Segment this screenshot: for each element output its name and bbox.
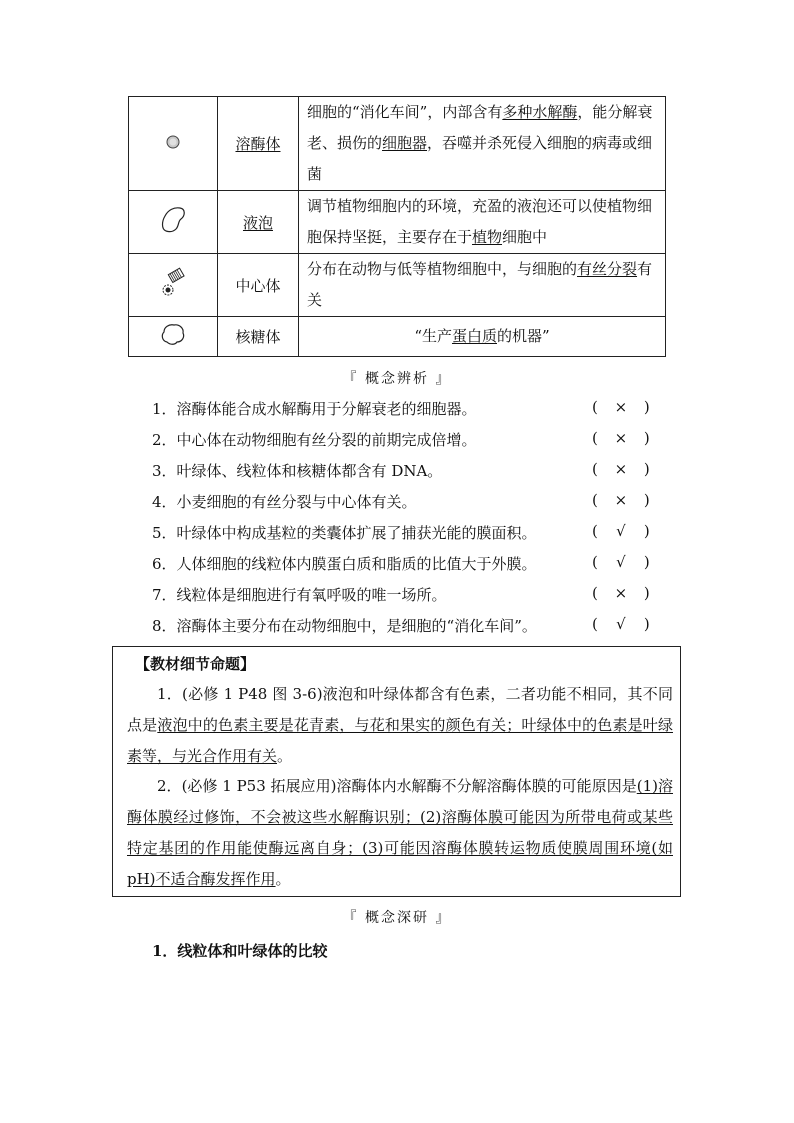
organelle-desc bbox=[299, 191, 666, 254]
ribosome-icon bbox=[159, 322, 187, 348]
answer-mark: √ bbox=[616, 553, 626, 571]
text-segment: “生产 bbox=[414, 327, 452, 345]
text-segment: ，能分解衰老、损伤的 bbox=[307, 103, 653, 152]
vacuole-icon bbox=[158, 204, 188, 236]
answer-paren: ( × ) bbox=[592, 460, 650, 478]
box-paragraph-2 bbox=[127, 771, 673, 895]
box-paragraph-1 bbox=[127, 679, 673, 772]
underlined-answer-text: (1)溶酶体膜经过修饰，不会被这些水解酶识别；(2)溶酶体膜可能因为所带电荷或某些特定基团的作用能使酶远离自身；(3)可能因溶酶体膜转运物质使膜周围环境(如 pH)不适合酶发挥作用 bbox=[127, 777, 673, 888]
concept-analysis-title: 『 概念辨析 』 bbox=[342, 371, 452, 387]
text-segment: 细胞中 bbox=[502, 228, 548, 246]
statement-text: 1．溶酶体能合成水解酶用于分解衰老的细胞器。 bbox=[152, 400, 477, 418]
statement-text: 7．线粒体是细胞进行有氧呼吸的唯一场所。 bbox=[152, 586, 447, 604]
text-segment: 的机器” bbox=[497, 327, 550, 345]
answer-mark: × bbox=[614, 398, 628, 416]
answer-mark: × bbox=[614, 491, 628, 509]
centrosome-icon bbox=[158, 266, 188, 300]
text-segment: 2．(必修 1 P53 拓展应用)溶酶体内水解酶不分解溶酶体膜的可能原因是 bbox=[157, 777, 637, 795]
icon-cell bbox=[129, 317, 218, 357]
icon-cell bbox=[129, 254, 218, 317]
statement-text: 4．小麦细胞的有丝分裂与中心体有关。 bbox=[152, 493, 417, 511]
statement-text: 3．叶绿体、线粒体和核糖体都含有 DNA。 bbox=[152, 462, 443, 480]
answer-mark: √ bbox=[616, 522, 626, 540]
text-segment: 有关 bbox=[307, 260, 653, 309]
answer-mark: √ bbox=[616, 615, 626, 633]
table-row bbox=[129, 254, 666, 317]
organelle-name-text: 核糖体 bbox=[235, 328, 281, 346]
deep-study-item: 1．线粒体和叶绿体的比较 bbox=[152, 942, 328, 960]
list-item bbox=[152, 553, 660, 575]
underlined-answer-text: 细胞器 bbox=[382, 134, 428, 152]
underlined-answer-text: 植物 bbox=[472, 228, 503, 246]
underlined-answer-text: 液泡中的色素主要是花青素，与花和果实的颜色有关；叶绿体中的色素是叶绿素等，与光合作用有关 bbox=[127, 716, 673, 765]
list-item bbox=[152, 522, 660, 544]
answer-mark: × bbox=[614, 460, 628, 478]
organelle-name bbox=[218, 191, 299, 254]
organelle-name bbox=[218, 97, 299, 191]
list-item bbox=[152, 615, 660, 637]
statement-text: 5．叶绿体中构成基粒的类囊体扩展了捕获光能的膜面积。 bbox=[152, 524, 537, 542]
text-segment: 调节植物细胞内的环境，充盈的液泡还可以使植物细胞保持坚挺，主要存在于 bbox=[307, 197, 653, 246]
organelle-table bbox=[128, 96, 666, 357]
text-segment: ，吞噬并杀死侵入细胞的病毒或细菌 bbox=[307, 134, 653, 183]
concept-deep-title: 『 概念深研 』 bbox=[342, 910, 452, 926]
organelle-name bbox=[218, 317, 299, 357]
underlined-answer-text: 蛋白质 bbox=[451, 327, 497, 345]
organelle-desc bbox=[299, 317, 666, 357]
answer-mark: × bbox=[614, 429, 628, 447]
answer-paren: ( × ) bbox=[592, 398, 650, 416]
lysosome-icon bbox=[163, 132, 183, 152]
icon-cell bbox=[129, 191, 218, 254]
answer-paren: ( × ) bbox=[592, 584, 650, 602]
organelle-name-text: 溶酶体 bbox=[235, 135, 281, 153]
statement-text: 8．溶酶体主要分布在动物细胞中，是细胞的“消化车间”。 bbox=[152, 617, 537, 635]
statement-text: 6．人体细胞的线粒体内膜蛋白质和脂质的比值大于外膜。 bbox=[152, 555, 537, 573]
list-item bbox=[152, 460, 660, 482]
answer-paren: ( × ) bbox=[592, 429, 650, 447]
table-row bbox=[129, 191, 666, 254]
organelle-name-text: 液泡 bbox=[242, 213, 273, 232]
textbook-detail-box bbox=[112, 646, 681, 897]
organelle-name-text: 中心体 bbox=[235, 276, 281, 295]
answer-paren: ( √ ) bbox=[592, 553, 650, 571]
list-item bbox=[152, 491, 660, 513]
answer-paren: ( × ) bbox=[592, 491, 650, 509]
list-item bbox=[152, 584, 660, 606]
text-segment: 。 bbox=[275, 870, 291, 888]
list-item bbox=[152, 429, 660, 451]
answer-paren: ( √ ) bbox=[592, 522, 650, 540]
answer-paren: ( √ ) bbox=[592, 615, 650, 633]
answer-mark: × bbox=[614, 584, 628, 602]
text-segment: 分布在动物与低等植物细胞中，与细胞的 bbox=[307, 260, 578, 278]
list-item bbox=[152, 398, 660, 420]
statement-text: 2．中心体在动物细胞有丝分裂的前期完成倍增。 bbox=[152, 431, 477, 449]
text-segment: 1．(必修 1 P48 图 3-6)液泡和叶绿体都含有色素，二者功能不相同，其不同点是 bbox=[127, 685, 673, 734]
text-segment: 。 bbox=[277, 747, 293, 765]
underlined-answer-text: 有丝分裂 bbox=[577, 260, 638, 278]
organelle-name bbox=[218, 254, 299, 317]
organelle-desc bbox=[299, 254, 666, 317]
icon-cell bbox=[129, 97, 218, 191]
box-title: 【教材细节命题】 bbox=[135, 655, 256, 673]
table-row bbox=[129, 97, 666, 191]
table-row bbox=[129, 317, 666, 357]
organelle-desc bbox=[299, 97, 666, 191]
text-segment: 细胞的“消化车间”，内部含有 bbox=[307, 103, 503, 121]
underlined-answer-text: 多种水解酶 bbox=[502, 103, 578, 121]
